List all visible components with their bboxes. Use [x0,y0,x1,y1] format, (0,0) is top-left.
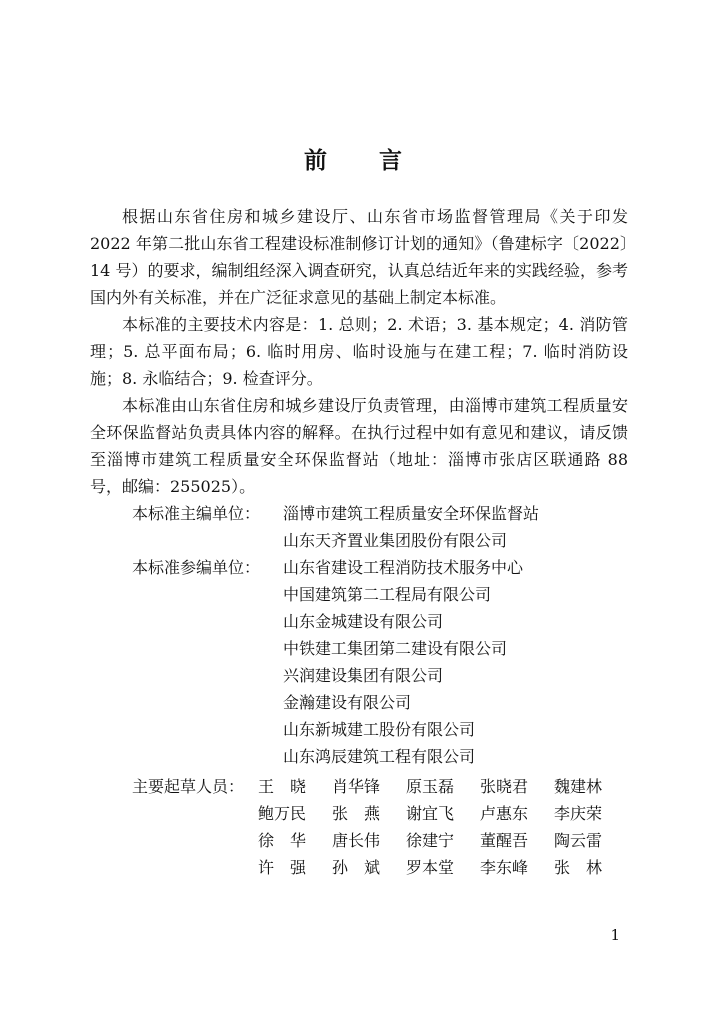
drafter-name: 董醒吾 [480,831,529,850]
chief-unit-name: 山东天齐置业集团股份有限公司 [283,531,508,550]
drafter-name: 罗本堂 [406,858,455,877]
drafters-label: 主要起草人员： [132,777,245,796]
unit-row [90,662,628,689]
drafter-name: 肖华锋 [332,777,381,796]
unit-label-spacer [90,635,283,662]
drafter-name: 张 林 [554,858,603,877]
paragraph-3: 本标准由山东省住房和城乡建设厅负责管理，由淄博市建筑工程质量安全环保监督站负责具体内容的解释。在执行过程中如有意见和建议，请反馈至淄博市建筑工程质量安全环保监督站（地址：淄博市张店区联通路 88 号，邮编：255025）。 [90,396,628,496]
unit-row [90,554,628,581]
drafter-name: 谢宜飞 [406,804,455,823]
foreword-body [90,203,628,881]
drafter-name: 徐 华 [258,831,307,850]
participating-unit-name: 金瀚建设有限公司 [283,693,412,712]
drafter-name: 李庆荣 [554,804,603,823]
unit-row [90,689,628,716]
unit-row [90,500,628,527]
chief-units-label: 本标准主编单位： [132,504,261,523]
drafters-section [90,773,628,881]
unit-label-spacer [90,662,283,689]
participating-unit-name: 中铁建工集团第二建设有限公司 [283,639,508,658]
drafter-name: 许 强 [258,858,307,877]
drafter-name: 张晓君 [480,777,529,796]
participating-unit-name: 山东省建设工程消防技术服务中心 [283,558,524,577]
drafter-name: 徐建宁 [406,831,455,850]
paragraph-2: 本标准的主要技术内容是：1. 总则；2. 术语；3. 基本规定；4. 消防管理；5. 总平面布局；6. 临时用房、临时设施与在建工程；7. 临时消防设施；8. 永临结合；9. 检查评分。 [90,315,628,388]
drafter-name: 卢惠东 [480,804,529,823]
participating-unit-name: 兴润建设集团有限公司 [283,666,444,685]
drafter-name: 孙 斌 [332,858,381,877]
unit-row [90,635,628,662]
chief-unit-name: 淄博市建筑工程质量安全环保监督站 [283,504,540,523]
paragraph-1: 根据山东省住房和城乡建设厅、山东省市场监督管理局《关于印发 2022 年第二批山东省工程建设标准制修订计划的通知》（鲁建标字〔2022〕14 号）的要求，编制组经深入调查研究，认真总结近年来的实践经验，参考国内外有关标准，并在广泛征求意见的基础上制定本标准。 [90,207,628,307]
unit-row [90,743,628,770]
unit-label-spacer [90,716,283,743]
unit-row [90,581,628,608]
unit-label-spacer [90,527,283,554]
participating-unit-name: 中国建筑第二工程局有限公司 [283,585,492,604]
page-title: 前 言 [303,148,424,174]
participating-units [90,554,628,770]
unit-row [90,716,628,743]
participating-unit-name: 山东鸿辰建筑工程有限公司 [283,747,476,766]
unit-row [90,608,628,635]
drafter-name: 唐长伟 [332,831,381,850]
drafter-name: 王 晓 [258,777,307,796]
drafter-name: 魏建林 [554,777,603,796]
drafter-name: 李东峰 [480,858,529,877]
drafter-name: 张 燕 [332,804,381,823]
unit-label-spacer [90,608,283,635]
drafters-grid [258,773,628,881]
page-number: 1 [610,926,620,944]
drafter-name: 陶云雷 [554,831,603,850]
unit-label-spacer [90,689,283,716]
participating-unit-name: 山东新城建工股份有限公司 [283,720,476,739]
chief-units [90,500,628,554]
unit-row [90,527,628,554]
participating-units-label: 本标准参编单位： [132,558,261,577]
participating-unit-name: 山东金城建设有限公司 [283,612,444,631]
unit-label-spacer [90,743,283,770]
unit-label-spacer [90,581,283,608]
drafter-name: 鲍万民 [258,804,307,823]
drafter-name: 原玉磊 [406,777,455,796]
